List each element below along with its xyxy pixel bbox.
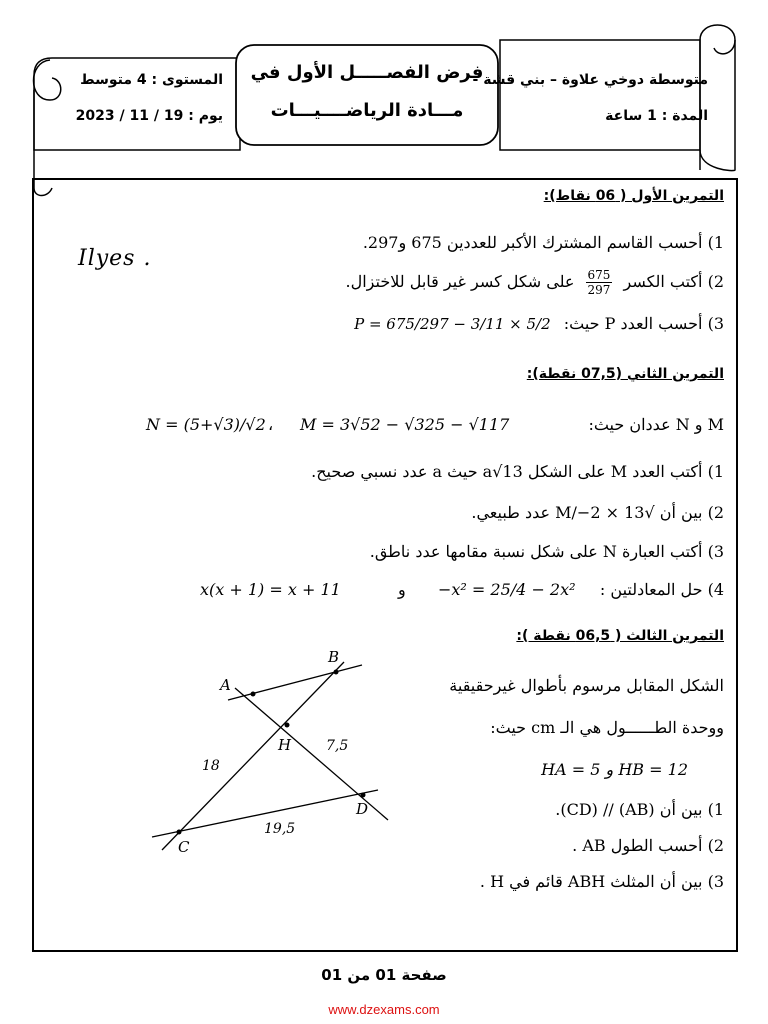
exercise1-q2 [346,268,725,297]
exercise2-equation2: x(x + 1) = x + 11 [200,580,341,599]
exercise1-q3-text: 3) أحسب العدد P حيث: [563,314,724,333]
website-url[interactable]: www.dzexams.com [328,1002,440,1017]
exercise2-q3: 3) أكتب العبارة N على شكل نسبة مقامها عدد ناطق. [369,542,724,561]
exercise1-q2-numerator: 675 [587,268,611,282]
exercise2-n-expression: N = (5+√3)/√2 [146,415,266,434]
student-level: المستوى : 4 متوسط [80,72,223,88]
geometry-figure [140,640,400,860]
exercise3-unit: ووحدة الطــــــول هي الـ cm حيث: [490,718,724,737]
exercise3-heading: التمرين الثالث ( 06,5 نقطة ): [516,628,724,644]
exercise2-intro: M و N عددان حيث: [588,415,724,434]
exam-title-line1: فرض الفصـــــل الأول في [250,62,484,83]
exercise2-q1: 1) أكتب العدد M على الشكل a√13 حيث a عدد نسبي صحيح. [311,462,724,481]
exercise2-m-expression: M = 3√52 − √325 − √117 [300,415,510,434]
exercise2-separator: ، [268,415,274,434]
exercise1-q2-fraction [586,268,613,297]
label-a: A [220,676,231,694]
exercise1-q3-expression: P = 675/297 − 3/11 × 5/2 [354,315,551,333]
label-b: B [328,648,340,666]
exercise1-q3 [354,314,724,333]
exercise2-and: و [398,580,406,599]
handwritten-signature: Ilyes . [78,246,152,271]
exam-title-line2: مـــادة الرياضــــيـــات [270,100,464,121]
exercise2-q4: 4) حل المعادلتين : [599,580,724,599]
point-h [285,723,290,728]
label-c: C [178,838,190,856]
point-a [251,692,256,697]
exercise1-heading: التمرين الأول ( 06 نقاط): [543,188,724,204]
point-b [334,670,339,675]
exercise3-q1: 1) بين أن (AB) // (CD). [555,800,724,819]
exam-duration: المدة : 1 ساعة [605,108,708,124]
exercise3-q3: 3) بين أن المثلث ABH قائم في H . [479,872,724,891]
exercise3-q2: 2) أحسب الطول AB . [572,836,724,855]
exercise3-intro: الشكل المقابل مرسوم بأطوال غيرحقيقية [449,676,724,695]
exam-date: يوم : 19 / 11 / 2023 [75,108,223,124]
point-c [177,830,182,835]
label-d: D [356,800,369,818]
label-h: H [278,736,292,754]
label-length-hd: 7,5 [326,738,349,754]
exercise2-heading: التمرين الثاني (07,5 نقطة): [526,366,724,382]
exercise1-q2-denominator: 297 [587,283,611,297]
label-length-ch: 18 [202,758,220,774]
line-bc [162,662,344,850]
point-d [361,793,366,798]
page-number: صفحة 01 من 01 [321,966,447,984]
exercise1-q1: 1) أحسب القاسم المشترك الأكبر للعددين 675 و297. [362,233,724,252]
exercise2-equation1: −x² = 25/4 − 2x² [438,580,576,599]
exercise1-q2-text: 2) أكتب الكسر [623,272,724,291]
exercise2-q2: 2) بين أن √13 × M/−2 عدد طبيعي. [471,503,724,522]
school-name: متوسطة دوخي علاوة – بني قشة - [472,72,708,88]
exercise1-q2-tail: على شكل كسر غير قابل للاختزال. [345,272,575,291]
line-ab [228,665,362,700]
label-length-cd: 19,5 [264,821,296,837]
exercise3-given: HA = 5 و HB = 12 [541,760,688,779]
